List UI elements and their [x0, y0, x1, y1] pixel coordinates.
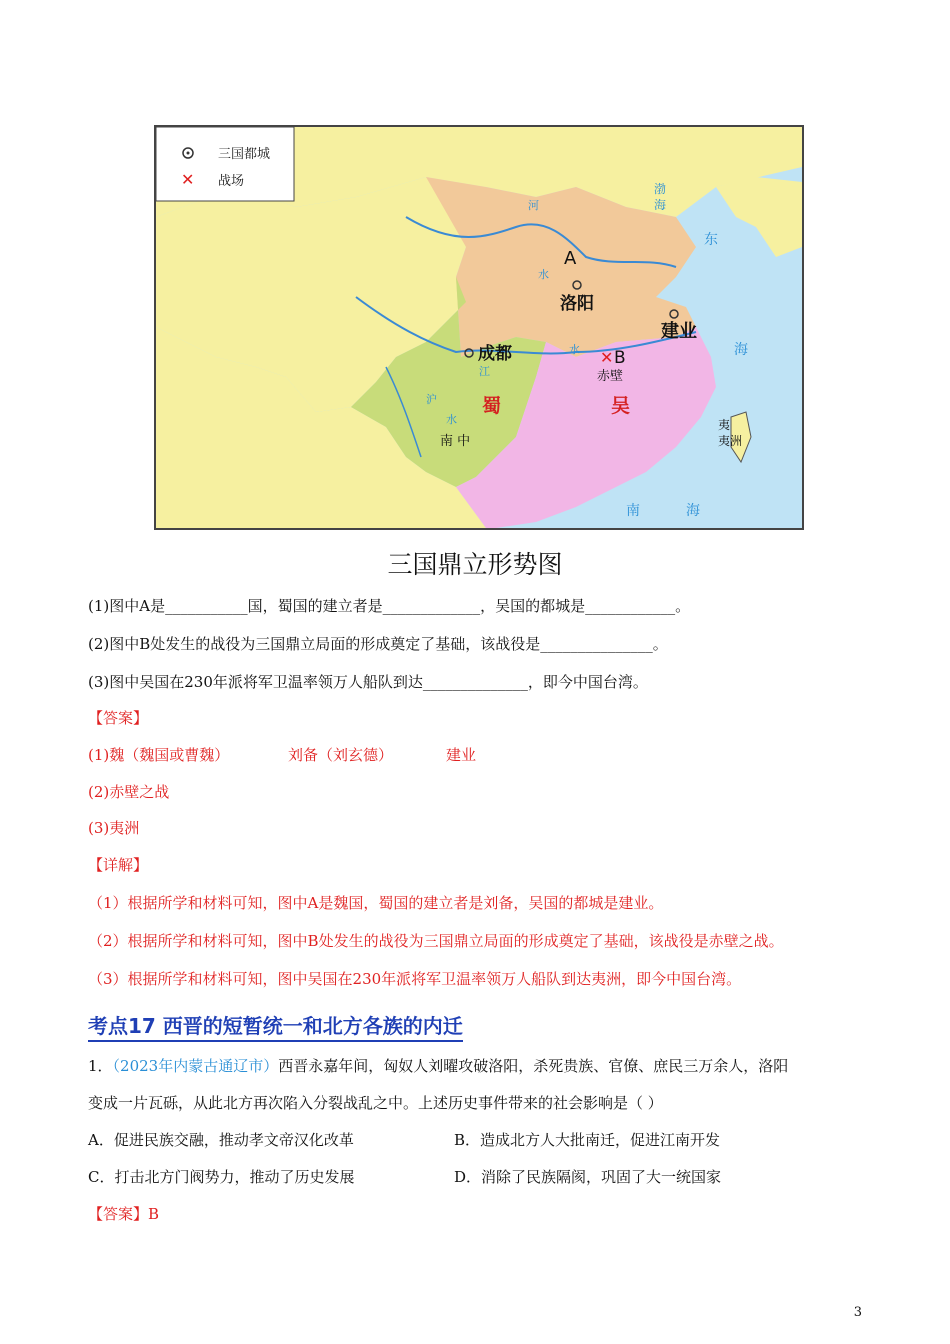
answer-1-part-2: 刘备（刘玄德）	[288, 746, 394, 764]
label-nanhai-2: 海	[686, 503, 700, 519]
mcq-answer-label: 【答案】	[88, 1205, 149, 1223]
section-heading: 考点17 西晋的短暂统一和北方各族的内迁	[88, 1010, 463, 1042]
label-river-shui3: 水	[446, 413, 457, 426]
label-river-shui2: 水	[569, 343, 580, 356]
answer-2: (2)赤壁之战	[88, 783, 170, 801]
mcq-stem-2: 变成一片瓦砾，从此北方再次陷入分裂战乱之中。上述历史事件带来的社会影响是（ ）	[88, 1094, 663, 1112]
question-2: (2)图中B处发生的战役为三国鼎立局面的形成奠定了基础，该战役是_______________。	[88, 635, 668, 653]
label-chengdu: 成都	[478, 344, 512, 364]
mcq-answer-value: B	[148, 1205, 160, 1223]
label-donghai-1: 东	[704, 232, 718, 248]
label-luoyang: 洛阳	[560, 294, 594, 314]
map-caption: 三国鼎立形势图	[387, 550, 563, 579]
mcq-source: （2023年内蒙古通辽市）	[112, 1057, 279, 1075]
label-yizhou: 夷洲	[718, 434, 743, 448]
label-b: B	[614, 348, 626, 368]
answer-1-part-1: (1)魏（魏国或曹魏）	[88, 746, 230, 764]
label-river-ju: 沪	[426, 393, 437, 406]
mcq-answer	[88, 1204, 159, 1224]
battlefield-symbol-icon: ✕	[181, 170, 195, 189]
legend-battlefield-text: 战场	[218, 174, 245, 189]
answer-label: 【答案】	[88, 709, 149, 727]
mcq-option-a: A．促进民族交融，推动孝文帝汉化改革	[88, 1131, 354, 1149]
mcq-stem-line-1	[88, 1056, 788, 1076]
three-kingdoms-map	[154, 125, 804, 530]
label-yizhou-1: 夷	[718, 418, 731, 432]
mcq-option-d: D．消除了民族隔阂，巩固了大一统国家	[454, 1168, 722, 1186]
question-3: (3)图中吴国在230年派将军卫温率领万人船队到达______________，即今中国台湾。	[88, 673, 648, 691]
mcq-option-c: C．打击北方门阀势力，推动了历史发展	[88, 1168, 355, 1186]
capital-symbol-dot	[187, 152, 190, 155]
page-number: 3	[853, 1305, 862, 1320]
label-chibi: 赤壁	[597, 369, 624, 384]
label-shu: 蜀	[482, 395, 502, 417]
mcq-option-b: B．造成北方人大批南迁，促进江南开发	[454, 1131, 721, 1149]
label-river-jiang: 江	[479, 365, 490, 378]
label-nanzhong: 南 中	[440, 434, 471, 449]
legend-box	[156, 127, 294, 201]
answer-1-part-3: 建业	[446, 746, 477, 764]
question-1: (1)图中A是___________国，蜀国的建立者是_____________，吴国的都城是____________。	[88, 597, 691, 615]
detail-1: （1）根据所学和材料可知，图中A是魏国，蜀国的建立者是刘备，吴国的都城是建业。	[88, 894, 664, 912]
label-a: A	[564, 248, 577, 269]
label-wu: 吴	[611, 395, 631, 417]
label-nanhai-1: 南	[626, 503, 640, 519]
detail-label: 【详解】	[88, 856, 149, 874]
chibi-battle-icon: ✕	[600, 348, 614, 367]
detail-2: （2）根据所学和材料可知，图中B处发生的战役为三国鼎立局面的形成奠定了基础，该战役是赤壁之战。	[88, 932, 784, 950]
mcq-stem-1: 西晋永嘉年间，匈奴人刘曜攻破洛阳，杀死贵族、官僚、庶民三万余人，洛阳	[278, 1057, 789, 1075]
label-donghai-2: 海	[734, 342, 748, 358]
label-bohai-2: 海	[654, 198, 667, 212]
legend-capital-text: 三国都城	[218, 147, 271, 162]
label-bohai-1: 渤	[654, 182, 667, 196]
mcq-number: 1．	[88, 1057, 113, 1075]
label-jianye: 建业	[661, 321, 697, 342]
answer-3: (3)夷洲	[88, 819, 140, 837]
map-graphic	[156, 127, 802, 528]
label-river-he: 河	[528, 199, 539, 212]
label-river-shui: 水	[538, 268, 549, 281]
detail-3: （3）根据所学和材料可知，图中吴国在230年派将军卫温率领万人船队到达夷洲，即今中国台湾。	[88, 970, 742, 988]
